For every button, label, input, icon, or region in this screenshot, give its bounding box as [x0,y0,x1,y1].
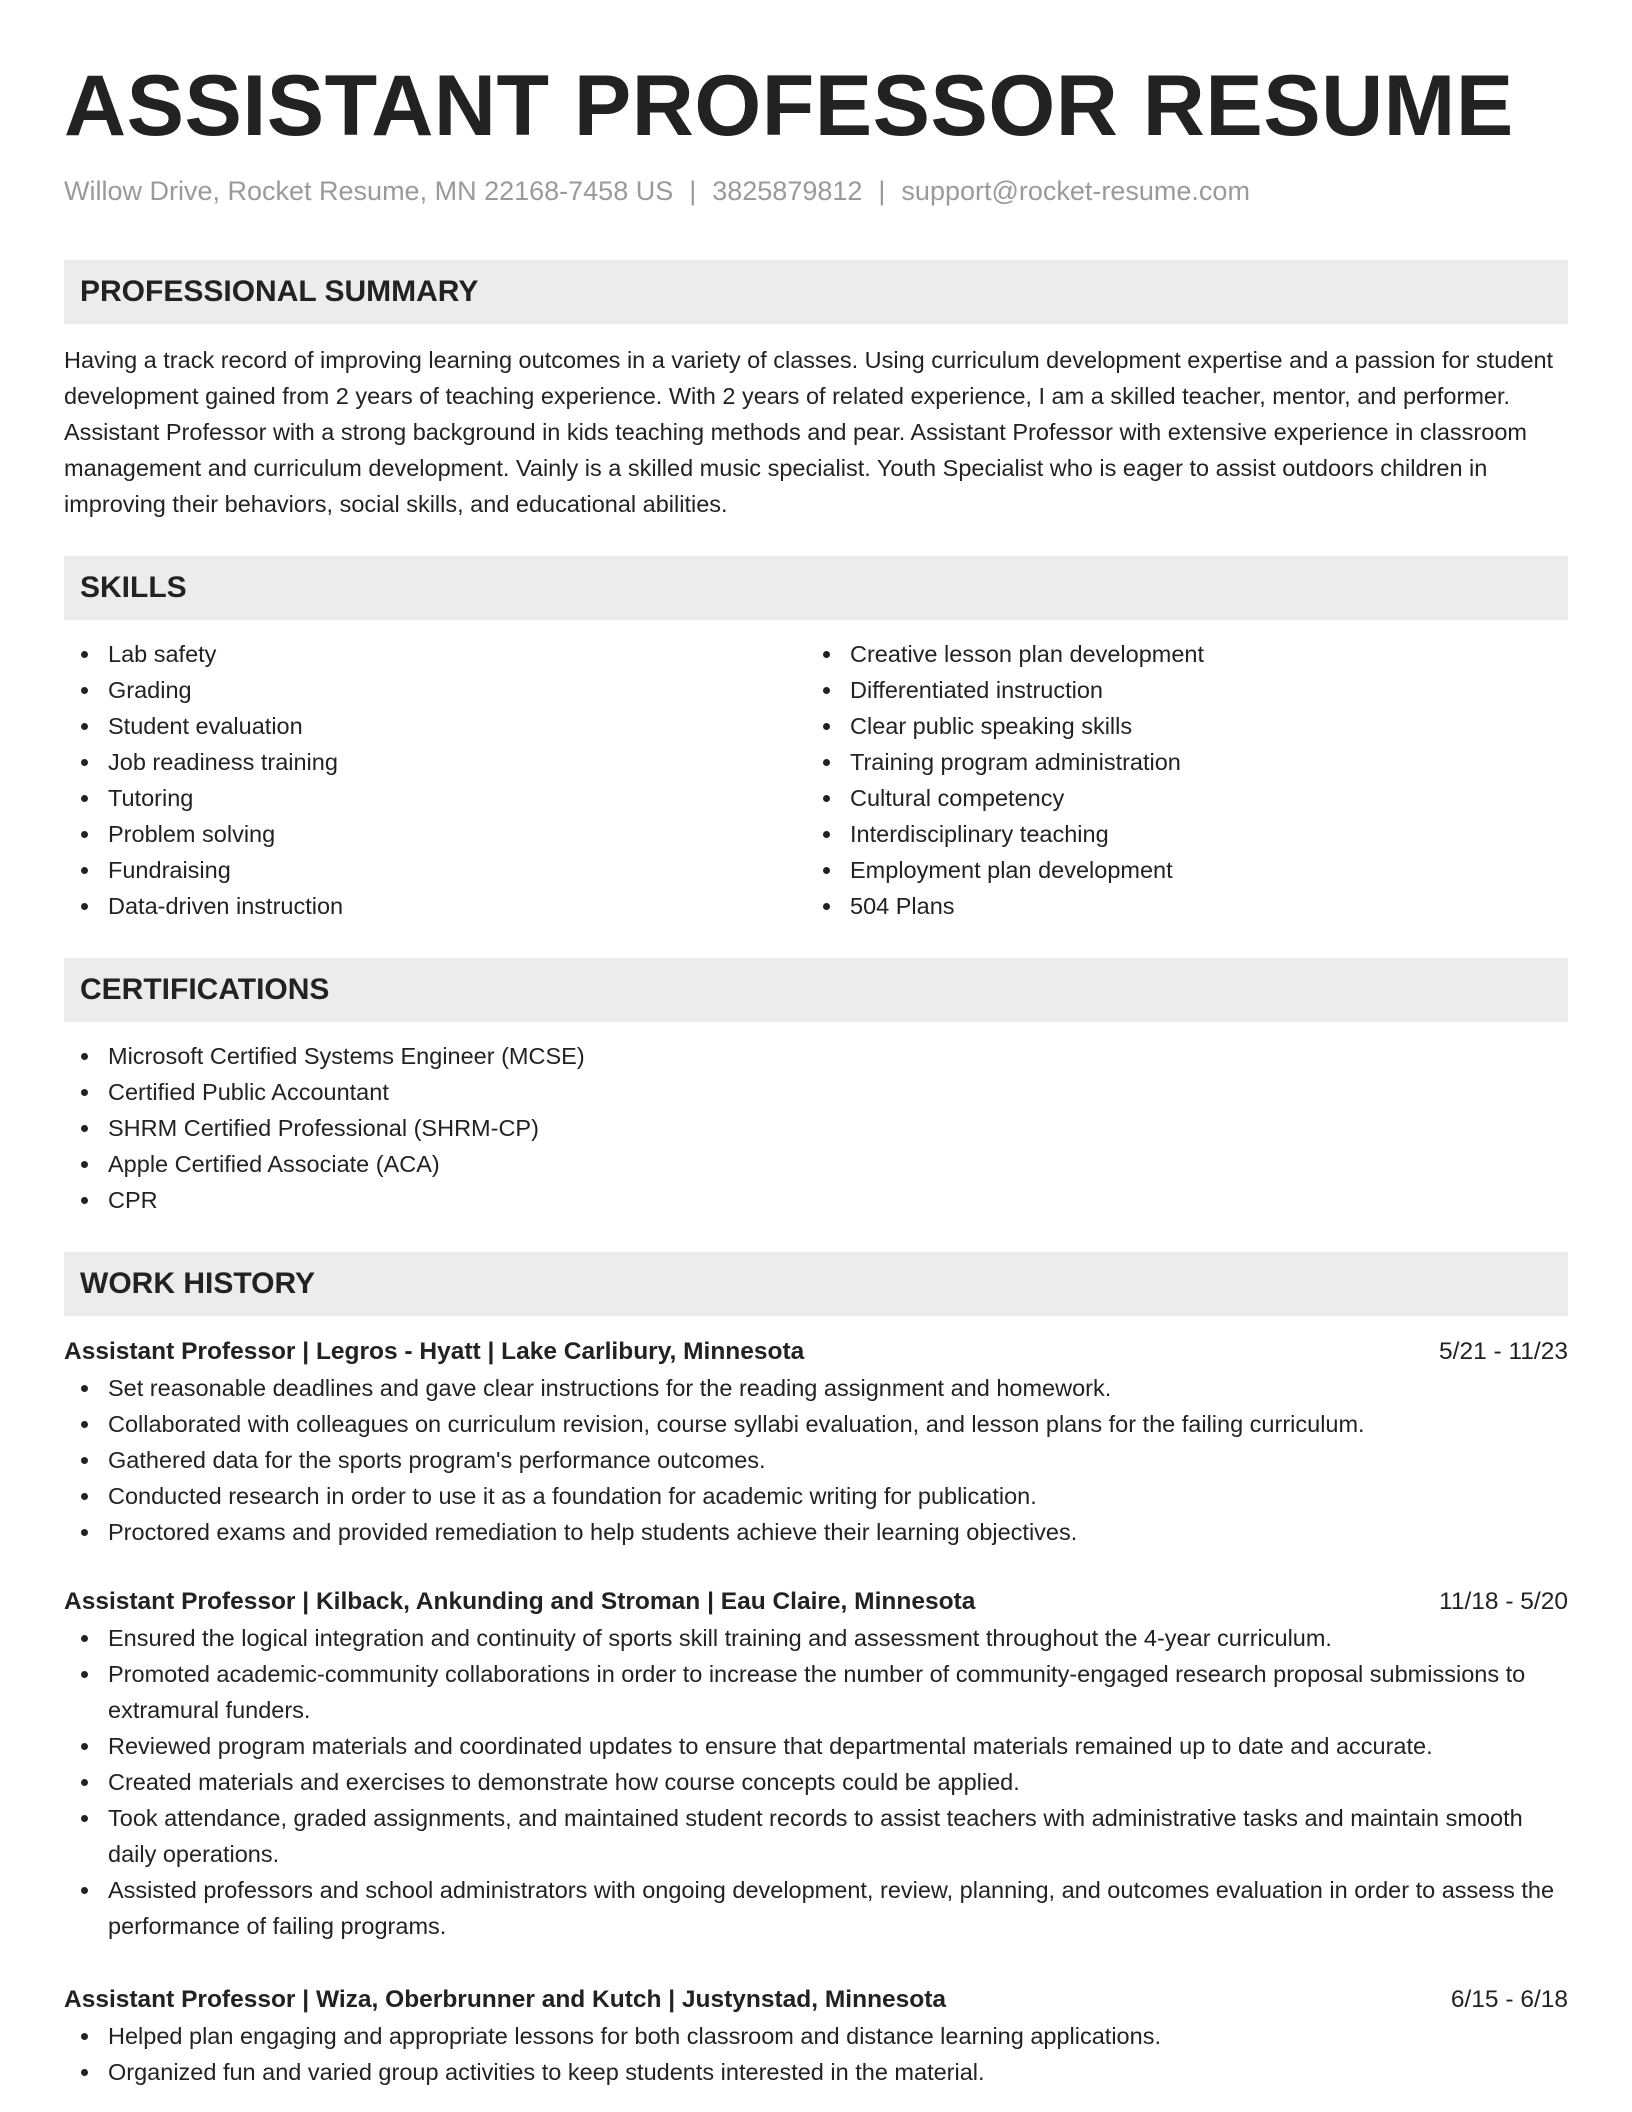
contact-email: support@rocket-resume.com [901,176,1250,206]
job-bullet: Set reasonable deadlines and gave clear instructions for the reading assignment and homework. [64,1370,1568,1406]
skills-column-left [64,636,806,924]
job-bullet: Promoted academic-community collaborations in order to increase the number of community-engaged research proposal submissions to extramural funders. [64,1656,1568,1728]
summary-text: Having a track record of improving learning outcomes in a variety of classes. Using curriculum development expertise and a passion for student development gained from 2 years of teaching experience. With 2 years of related experience, I am a skilled teacher, mentor, and performer. Assistant Professor with a strong background in kids teaching methods and pear. Assistant Professor with extensive experience in classroom management and curriculum development. Vainly is a skilled music specialist. Youth Specialist who is eager to assist outdoors children in improving their behaviors, social skills, and educational abilities. [64,347,1554,517]
job-title: Assistant Professor | Wiza, Oberbrunner and Kutch | Justynstad, Minnesota [64,1986,947,2013]
job-entry [64,1334,1568,1550]
job-bullet-list [64,2018,1568,2090]
job-dates: 6/15 - 6/18 [1450,1986,1568,2013]
skill-item: Clear public speaking skills [806,708,1548,744]
skill-item: Fundraising [64,852,806,888]
skill-item: Data-driven instruction [64,888,806,924]
certification-item: CPR [64,1182,1568,1218]
resume-title: ASSISTANT PROFESSOR RESUME [64,58,1514,154]
job-header [64,1584,1568,1620]
resume-page [64,0,1568,2090]
job-bullet: Helped plan engaging and appropriate lessons for both classroom and distance learning applications. [64,2018,1568,2054]
skill-item: Grading [64,672,806,708]
skills-grid [64,636,1568,924]
skill-item: Tutoring [64,780,806,816]
certification-item: Apple Certified Associate (ACA) [64,1146,1568,1182]
summary-section [64,260,1568,522]
contact-address: Willow Drive, Rocket Resume, MN 22168-7458 US [64,176,674,206]
skills-heading: SKILLS [64,556,1568,620]
skill-item: Job readiness training [64,744,806,780]
skills-section [64,556,1568,924]
certification-item: SHRM Certified Professional (SHRM-CP) [64,1110,1568,1146]
job-bullet: Reviewed program materials and coordinated updates to ensure that departmental materials remained up to date and accurate. [64,1728,1568,1764]
skill-item: Cultural competency [806,780,1548,816]
contact-separator: | [689,176,697,206]
work-history-section [64,1252,1568,2090]
job-bullet: Conducted research in order to use it as a foundation for academic writing for publication. [64,1478,1568,1514]
job-bullet: Took attendance, graded assignments, and maintained student records to assist teachers with administrative tasks and maintain smooth daily operations. [64,1800,1568,1872]
certification-item: Certified Public Accountant [64,1074,1568,1110]
job-bullet: Assisted professors and school administrators with ongoing development, review, planning, and outcomes evaluation in order to assess the performance of failing programs. [64,1872,1568,1944]
job-bullet: Collaborated with colleagues on curriculum revision, course syllabi evaluation, and lesson plans for the failing curriculum. [64,1406,1568,1442]
skill-item: Student evaluation [64,708,806,744]
job-dates: 5/21 - 11/23 [1439,1338,1568,1365]
certifications-section [64,958,1568,1218]
skills-list-left [64,636,806,924]
skill-item: Creative lesson plan development [806,636,1548,672]
job-bullet-list [64,1370,1568,1550]
job-bullet: Created materials and exercises to demonstrate how course concepts could be applied. [64,1764,1568,1800]
skill-item: Problem solving [64,816,806,852]
job-title: Assistant Professor | Kilback, Ankunding and Stroman | Eau Claire, Minnesota [64,1588,976,1615]
job-dates: 11/18 - 5/20 [1439,1588,1568,1615]
job-header [64,1982,1568,2018]
skills-column-right [806,636,1548,924]
contact-line [64,174,1568,208]
job-bullet-list [64,1620,1568,1944]
skill-item: Employment plan development [806,852,1548,888]
job-bullet: Ensured the logical integration and continuity of sports skill training and assessment throughout the 4-year curriculum. [64,1620,1568,1656]
skill-item: Differentiated instruction [806,672,1548,708]
contact-phone: 3825879812 [712,176,863,206]
certification-item: Microsoft Certified Systems Engineer (MCSE) [64,1038,1568,1074]
skill-item: Training program administration [806,744,1548,780]
certifications-list [64,1038,1568,1218]
jobs-container [64,1334,1568,2090]
job-bullet: Organized fun and varied group activities to keep students interested in the material. [64,2054,1568,2090]
contact-separator: | [878,176,886,206]
certifications-heading: CERTIFICATIONS [64,958,1568,1022]
skill-item: 504 Plans [806,888,1548,924]
job-bullet: Gathered data for the sports program's performance outcomes. [64,1442,1568,1478]
work-history-heading: WORK HISTORY [64,1252,1568,1316]
job-entry [64,1982,1568,2090]
job-title: Assistant Professor | Legros - Hyatt | Lake Carlibury, Minnesota [64,1338,805,1365]
skill-item: Lab safety [64,636,806,672]
job-header [64,1334,1568,1370]
summary-heading: PROFESSIONAL SUMMARY [64,260,1568,324]
skill-item: Interdisciplinary teaching [806,816,1548,852]
skills-list-right [806,636,1548,924]
job-bullet: Proctored exams and provided remediation to help students achieve their learning objectives. [64,1514,1568,1550]
job-entry [64,1584,1568,1944]
